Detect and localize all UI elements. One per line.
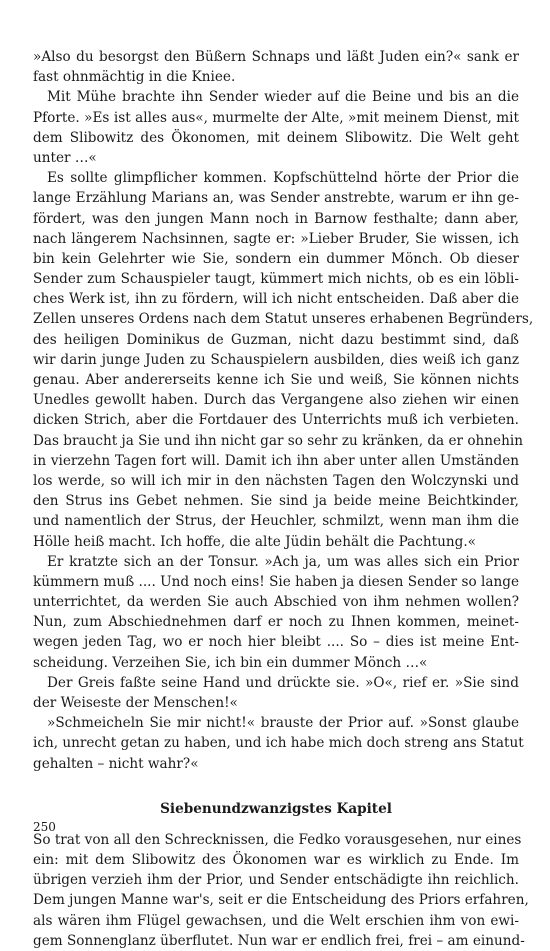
text-line: gehalten – nicht wahr?« (33, 755, 199, 772)
text-line: los werde, so will ich mir in den nächsten Tagen den Wolczynski und (33, 472, 519, 489)
text-line: Unedles gewollt haben. Durch das Vergangene also ziehen wir einen (33, 392, 519, 409)
text-line: nach längerem Nachsinnen, sagte er: »Lieber Bruder, Sie wissen, ich (33, 230, 519, 247)
text-line: dicken Strich, aber die Fortdauer des Unterrichts muß ich verbieten. (33, 412, 519, 429)
text-section-2 (33, 830, 529, 951)
text-line: wir darin junge Juden zu Schauspielern ausbilden, dies weiß ich ganz (33, 351, 519, 368)
section-spacer (33, 774, 519, 796)
text-line: So trat von all den Schrecknissen, die Fedko vorausgesehen, nur eines (33, 831, 522, 848)
text-line: Dem jungen Manne war's, seit er die Entscheidung des Priors erfahren, (33, 892, 529, 909)
text-line: unter …« (33, 149, 97, 166)
text-line: übrigen verzieh ihm der Prior, und Sender entschädigte ihn reichlich. (33, 872, 519, 889)
text-line: lange Erzählung Marians an, was Sender anstrebte, warum er ihn ge- (33, 190, 519, 207)
text-line: als wären ihm Flügel gewachsen, und die Welt erschien ihm von ewi- (33, 912, 519, 929)
text-section-1 (33, 47, 534, 774)
body-text (33, 47, 534, 951)
text-line: des heiligen Dominikus de Guzman, nicht dazu bestimmt sind, daß (33, 331, 519, 348)
text-line: Zellen unseres Ordens nach dem Statut unseres erhabenen Begründers, (33, 311, 534, 328)
text-line: Das braucht ja Sie und ihn nicht gar so sehr zu kränken, da er ohnehin (33, 432, 523, 449)
text-line: Mit Mühe brachte ihn Sender wieder auf die Beine und bis an die (47, 89, 519, 106)
text-line: Er kratzte sich an der Tonsur. »Ach ja, um was alles sich ein Prior (47, 553, 519, 570)
text-line: Der Greis faßte seine Hand und drückte sie. »O«, rief er. »Sie sind (47, 674, 519, 691)
text-line: »Also du besorgst den Büßern Schnaps und läßt Juden ein?« sank er (33, 49, 519, 65)
text-line: scheidung. Verzeihen Sie, ich bin ein dummer Mönch …« (33, 654, 428, 671)
text-line: unterrichtet, da werden Sie auch Abschied von ihm nehmen wollen? (33, 594, 519, 611)
text-line: bin kein Gelehrter wie Sie, sondern ein dummer Mönch. Ob dieser (33, 250, 519, 267)
text-line: kümmern muß .... Und noch eins! Sie haben ja diesen Sender so lange (33, 573, 519, 590)
text-line: Nun, zum Abschiednehmen darf er noch zu Ihnen kommen, meinet- (33, 614, 519, 631)
text-line: Sender zum Schauspieler taugt, kümmert mich nichts, ob es ein löbli- (33, 271, 519, 288)
text-line: den Strus ins Gebet nehmen. Sie sind ja beide meine Beichtkinder, (33, 493, 519, 510)
text-line: Pforte. »Es ist alles aus«, murmelte der Alte, »mit meinem Dienst, mit (33, 109, 519, 126)
heading-spacer (33, 822, 519, 830)
text-line: in vierzehn Tagen fort will. Damit ich ihn aber unter allen Umständen (33, 452, 519, 469)
chapter-heading: Siebenundzwanzigstes Kapitel (160, 800, 392, 817)
text-line: wegen jeden Tag, wo er noch hier bleibt .... So – dies ist meine Ent- (33, 634, 519, 651)
text-line: Hölle heiß macht. Ich hoffe, die alte Jüdin behält die Pachtung.« (33, 533, 476, 550)
text-line: gem Sonnenglanz überflutet. Nun war er endlich frei, frei – am einund- (33, 932, 525, 949)
text-line: ich, unrecht getan zu haben, und ich habe mich doch streng ans Statut (33, 735, 524, 752)
page-number: 250 (33, 820, 56, 834)
text-line: dem Slibowitz des Ökonomen, mit deinem Slibowitz. Die Welt geht (33, 129, 519, 146)
text-line: fördert, was den jungen Mann noch in Barnow festhalte; dann aber, (33, 210, 519, 227)
text-line: ein: mit dem Slibowitz des Ökonomen war es wirklich zu Ende. Im (33, 851, 519, 868)
text-line: ches Werk ist, ihn zu fördern, will ich nicht entscheiden. Daß aber die (33, 291, 519, 308)
text-line: und namentlich der Strus, der Heuchler, schmilzt, wenn man ihm die (33, 513, 519, 530)
text-line: fast ohnmächtig in die Kniee. (33, 69, 236, 86)
text-line: der Weiseste der Menschen!« (33, 695, 238, 711)
text-line: genau. Aber andererseits kenne ich Sie und weiß, Sie können nichts (33, 372, 519, 388)
text-line: »Schmeicheln Sie mir nicht!« brauste der Prior auf. »Sonst glaube (47, 715, 519, 732)
text-line: Es sollte glimpflicher kommen. Kopfschüttelnd hörte der Prior die (47, 170, 519, 187)
